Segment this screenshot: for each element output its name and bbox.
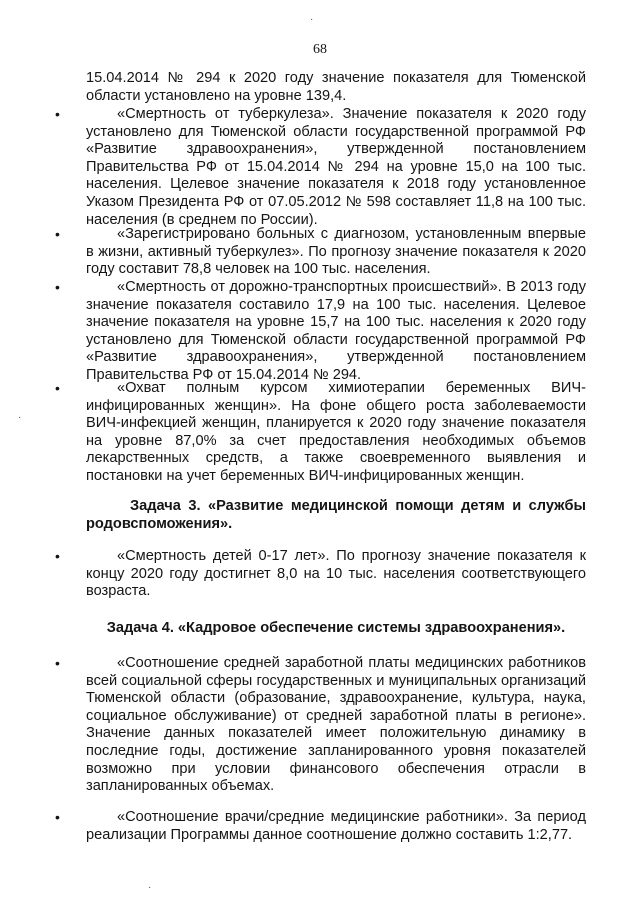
page-number: 68 — [313, 42, 327, 57]
bullet-paragraph-tb-mortality — [55, 106, 586, 229]
bullet-icon: • — [55, 380, 60, 396]
bullet-icon: • — [55, 106, 60, 122]
paragraph-text: «Охват полным курсом химиотерапии беременных ВИЧ-инфицированных женщин». На фоне общего роста заболеваемости ВИЧ-инфекцией женщин, планируется к 2020 году значение показателя на уровне 87,0% за счет предоставления необходимых объемов лекарственных средств, а также своевременного выявления и постановки на учет беременных ВИЧ-инфицированных женщин. — [86, 380, 586, 484]
bullet-icon: • — [55, 655, 60, 671]
bullet-paragraph-hiv-chemotherapy — [55, 380, 586, 486]
bullet-icon: • — [55, 548, 60, 564]
paragraph-text: «Смертность от туберкулеза». Значение показателя к 2020 году установлено для Тюменской области государственной программой РФ «Развитие здравоохранения», утвержденной постановлением Правительства РФ от 15.04.2014 № 294 на уровне 15,0 на 100 тыс. населения. Целевое значение показателя к 2018 году установленное Указом Президента РФ от 07.05.2012 № 598 составляет 11,8 на 100 тыс. населения (в среднем по России). — [86, 106, 586, 228]
bullet-paragraph-salary-ratio — [55, 655, 586, 796]
bullet-icon: • — [55, 226, 60, 242]
bullet-icon: • — [55, 279, 60, 295]
paragraph-text: «Смертность от дорожно-транспортных происшествий». В 2013 году значение показателя составило 17,9 на 100 тыс. населения. Целевое значение показателя на уровне 15,7 на 100 тыс. населения к 2020 году установлено для Тюменской области государственной программой РФ «Развитие здравоохранения», утвержденной постановлением Правительства РФ от 15.04.2014 № 294. — [86, 279, 586, 383]
paragraph-text: «Соотношение врачи/средние медицинские работники». За период реализации Программы данное соотношение должно составить 1:2,77. — [86, 809, 586, 843]
bullet-paragraph-tb-registered — [55, 226, 586, 279]
paragraph-text: «Смертность детей 0-17 лет». По прогнозу значение показателя к концу 2020 году достигнет 8,0 на 10 тыс. населения соответствующего возраста. — [86, 548, 586, 600]
bullet-icon: • — [55, 809, 60, 825]
scan-speck: · — [18, 412, 22, 423]
paragraph-text: «Соотношение средней заработной платы медицинских работников всей социальной сферы государственных и муниципальных организаций Тюменской области (образование, здравоохранение, культура, наука, социальное обслуживание) от средней заработной платы в регионе». Значение данных показателей имеет положительную динамику в последние годы, достижение запланированного уровня показателей возможно при условии финансового обеспечения отрасли в запланированных объемах. — [86, 655, 586, 795]
task-3-heading: Задача 3. «Развитие медицинской помощи детям и службы родовспоможения». — [86, 498, 586, 532]
scan-speck: · — [148, 882, 152, 893]
bullet-paragraph-child-mortality — [55, 548, 586, 601]
bullet-paragraph-road-mortality — [55, 279, 586, 385]
bullet-paragraph-doctor-ratio — [55, 809, 586, 844]
scan-speck: · — [310, 14, 314, 25]
task-4-heading: Задача 4. «Кадровое обеспечение системы здравоохранения». — [106, 620, 566, 636]
paragraph-continued: 15.04.2014 № 294 к 2020 году значение показателя для Тюменской области установлено на уровне 139,4. — [86, 70, 586, 104]
paragraph-text: «Зарегистрировано больных с диагнозом, установленным впервые в жизни, активный туберкулез». По прогнозу значение показателя к 2020 году составит 78,8 человек на 100 тыс. населения. — [86, 226, 586, 278]
